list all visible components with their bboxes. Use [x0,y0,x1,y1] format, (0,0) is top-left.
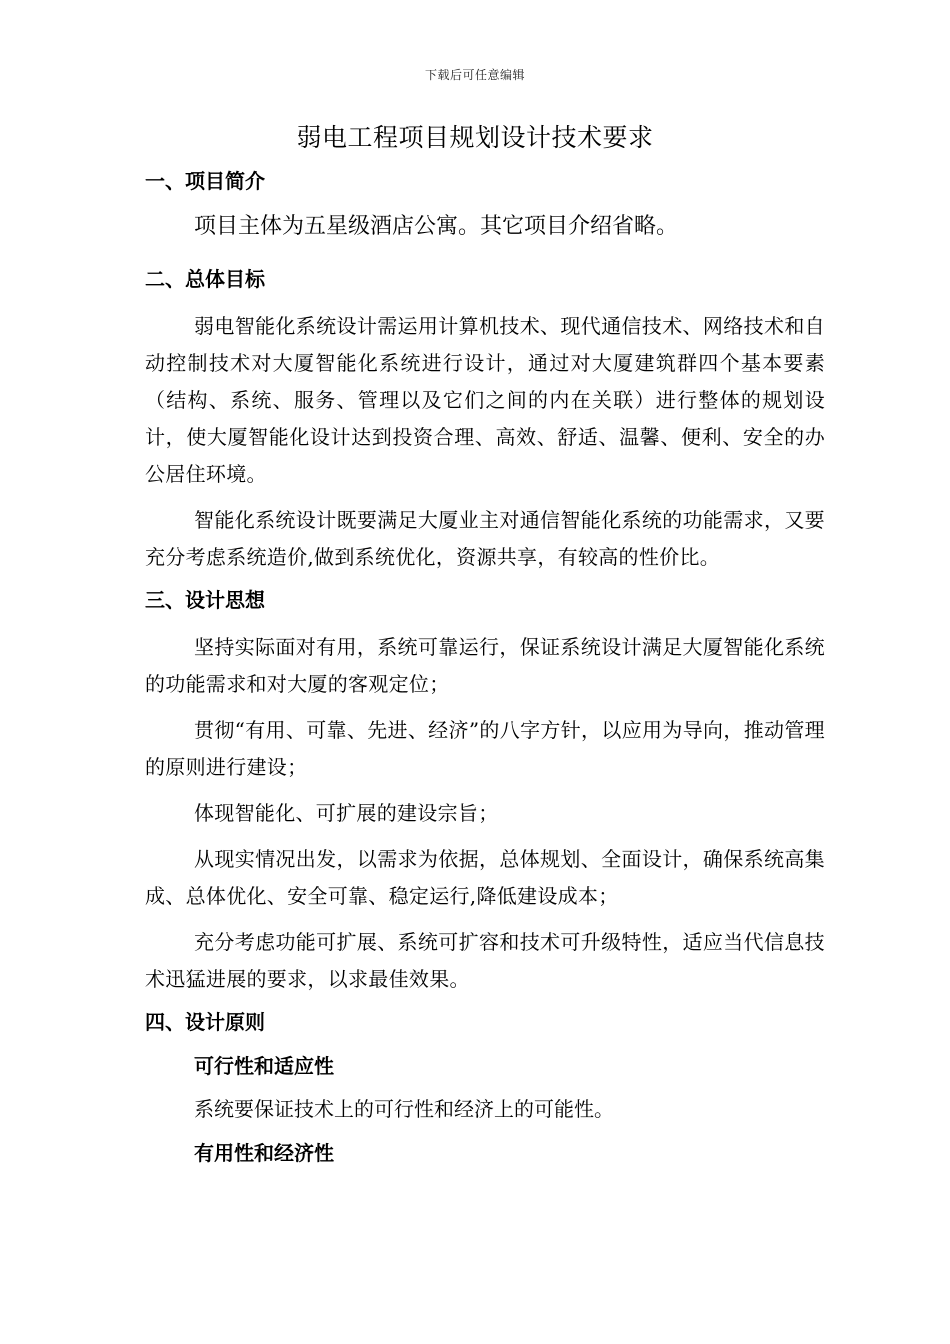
subheading-feasibility: 可行性和适应性 [194,1054,334,1078]
design-ideas-paragraph-5: 充分考虑功能可扩展、系统可扩容和技术可升级特性，适应当代信息技术迅猛进展的要求，以求最佳效果。 [145,930,825,991]
intro-paragraph: 项目主体为五星级酒店公寓。其它项目介绍省略。 [194,214,679,239]
design-ideas-paragraph-2: 贯彻“有用、可靠、先进、经济”的八字方针，以应用为导向，推动管理的原则进行建设； [145,718,825,779]
section-heading-design-principles: 四、设计原则 [145,1010,265,1034]
design-ideas-paragraph-1: 坚持实际面对有用，系统可靠运行，保证系统设计满足大厦智能化系统的功能需求和对大厦的客观定位； [145,635,825,696]
section-heading-goals: 二、总体目标 [145,267,265,291]
section-heading-intro: 一、项目简介 [145,169,265,193]
design-ideas-paragraph-3: 体现智能化、可扩展的建设宗旨； [194,801,499,825]
header-note: 下载后可任意编辑 [424,68,525,82]
feasibility-paragraph: 系统要保证技术上的可行性和经济上的可能性。 [194,1097,614,1121]
section-heading-design-ideas: 三、设计思想 [145,588,265,612]
design-ideas-paragraph-4: 从现实情况出发，以需求为依据，总体规划、全面设计，确保系统高集成、总体优化、安全可靠、稳定运行,降低建设成本； [145,847,825,908]
goals-paragraph-2: 智能化系统设计既要满足大厦业主对通信智能化系统的功能需求，又要充分考虑系统造价,做到系统优化，资源共享，有较高的性价比。 [145,508,825,569]
goals-paragraph-1: 弱电智能化系统设计需运用计算机技术、现代通信技术、网络技术和自动控制技术对大厦智能化系统进行设计，通过对大厦建筑群四个基本要素（结构、系统、服务、管理以及它们之间的内在关联）进行整体的规划设计，使大厦智能化设计达到投资合理、高效、舒适、温馨、便利、安全的办公居住环境。 [145,314,825,486]
document-body [145,166,825,1178]
subheading-practicality: 有用性和经济性 [194,1141,334,1165]
document-title: 弱电工程项目规划设计技术要求 [296,123,654,152]
